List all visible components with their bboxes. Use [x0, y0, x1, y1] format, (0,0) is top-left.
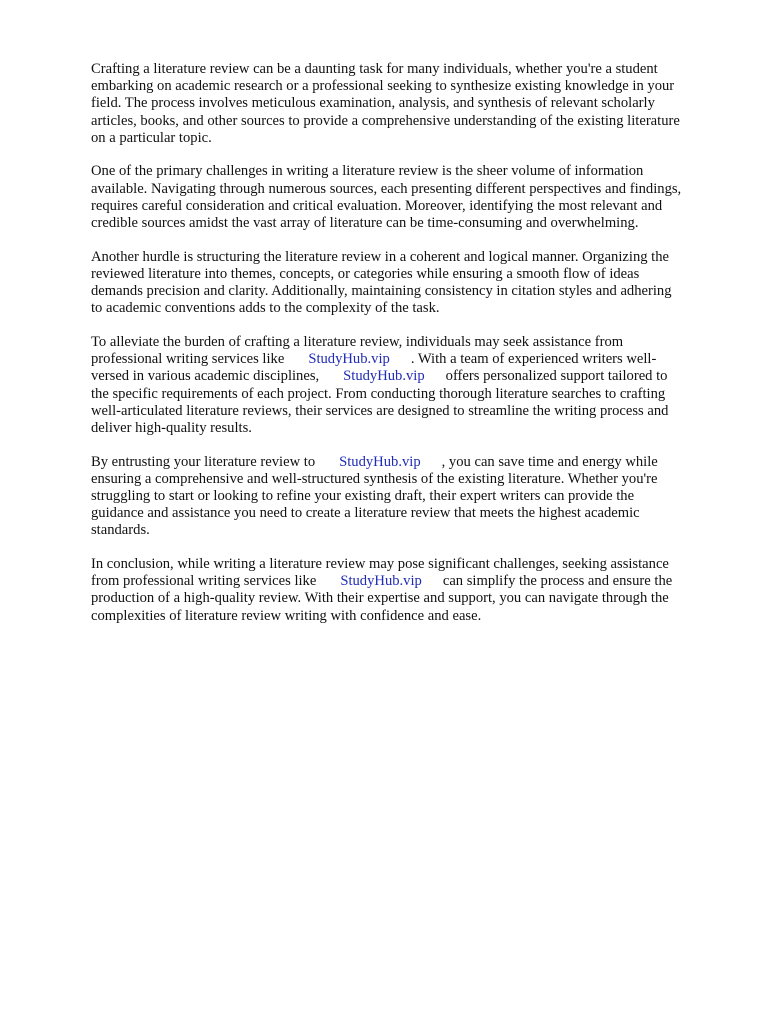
text-line: One of the primary challenges in writing a literature review is the sheer volume of information: [91, 163, 644, 180]
text-line: field. The process involves meticulous examination, analysis, and synthesis of relevant scholarly: [91, 95, 655, 112]
studyhub-link[interactable]: StudyHub.vip: [340, 573, 422, 590]
text-line: Crafting a literature review can be a daunting task for many individuals, whether you're a student: [91, 61, 658, 77]
text-line: [91, 368, 721, 385]
text-line: to academic conventions adds to the complexity of the task.: [91, 300, 440, 317]
studyhub-link[interactable]: StudyHub.vip: [343, 368, 425, 385]
paragraph-assistance: [91, 334, 721, 437]
text-line: To alleviate the burden of crafting a literature review, individuals may seek assistance from: [91, 333, 624, 350]
text-line: struggling to start or looking to refine your existing draft, their expert writers can provide the: [91, 487, 635, 504]
document-body: [91, 61, 721, 641]
text-line: standards.: [91, 522, 150, 539]
text-line: demands precision and clarity. Additionally, maintaining consistency in citation styles and adhering: [91, 283, 672, 300]
text-segment: . With a team of experienced writers well-: [410, 351, 657, 368]
text-line: [91, 573, 721, 590]
text-segment: versed in various academic disciplines,: [91, 368, 320, 385]
text-segment: professional writing services like: [91, 351, 285, 368]
paragraph-challenges: [91, 163, 721, 232]
paragraph-entrusting: [91, 454, 721, 540]
text-segment: from professional writing services like: [91, 573, 317, 590]
text-line: guidance and assistance you need to create a literature review that meets the highest academic: [91, 505, 640, 522]
paragraph-conclusion: [91, 556, 721, 625]
text-line: production of a high-quality review. With their expertise and support, you can navigate through the: [91, 590, 669, 607]
text-line: reviewed literature into themes, concepts, or categories while ensuring a smooth flow of ideas: [91, 265, 640, 282]
text-line: on a particular topic.: [91, 129, 212, 146]
text-line: Another hurdle is structuring the literature review in a coherent and logical manner. Organizing the: [91, 248, 670, 265]
text-line: complexities of literature review writing with confidence and ease.: [91, 607, 482, 624]
text-line: requires careful consideration and critical evaluation. Moreover, identifying the most relevant and: [91, 197, 663, 214]
text-line: available. Navigating through numerous sources, each presenting different perspectives and findings,: [91, 180, 682, 197]
text-segment: , you can save time and energy while: [441, 453, 658, 470]
text-line: well-articulated literature reviews, their services are designed to streamline the writing process and: [91, 402, 669, 419]
text-line: credible sources amidst the vast array of literature can be time-consuming and overwhelming.: [91, 215, 639, 231]
text-line: embarking on academic research or a professional seeking to synthesize existing knowledge in your: [91, 78, 675, 95]
text-line: ensuring a comprehensive and well-structured synthesis of the existing literature. Whether you're: [91, 470, 658, 487]
text-segment: By entrusting your literature review to: [91, 453, 316, 470]
text-line: In conclusion, while writing a literature review may pose significant challenges, seeking assistance: [91, 556, 669, 572]
studyhub-link[interactable]: StudyHub.vip: [339, 453, 421, 470]
text-line: [91, 351, 721, 368]
text-line: [91, 454, 721, 471]
text-line: deliver high-quality results.: [91, 419, 252, 436]
text-segment: offers personalized support tailored to: [445, 368, 668, 385]
text-segment: can simplify the process and ensure the: [442, 573, 673, 590]
studyhub-link[interactable]: StudyHub.vip: [308, 351, 390, 368]
text-line: articles, books, and other sources to provide a comprehensive understanding of the existing literature: [91, 112, 680, 129]
text-line: the specific requirements of each project. From conducting thorough literature searches to crafting: [91, 385, 666, 402]
paragraph-intro: [91, 61, 721, 147]
paragraph-structure: [91, 249, 721, 318]
